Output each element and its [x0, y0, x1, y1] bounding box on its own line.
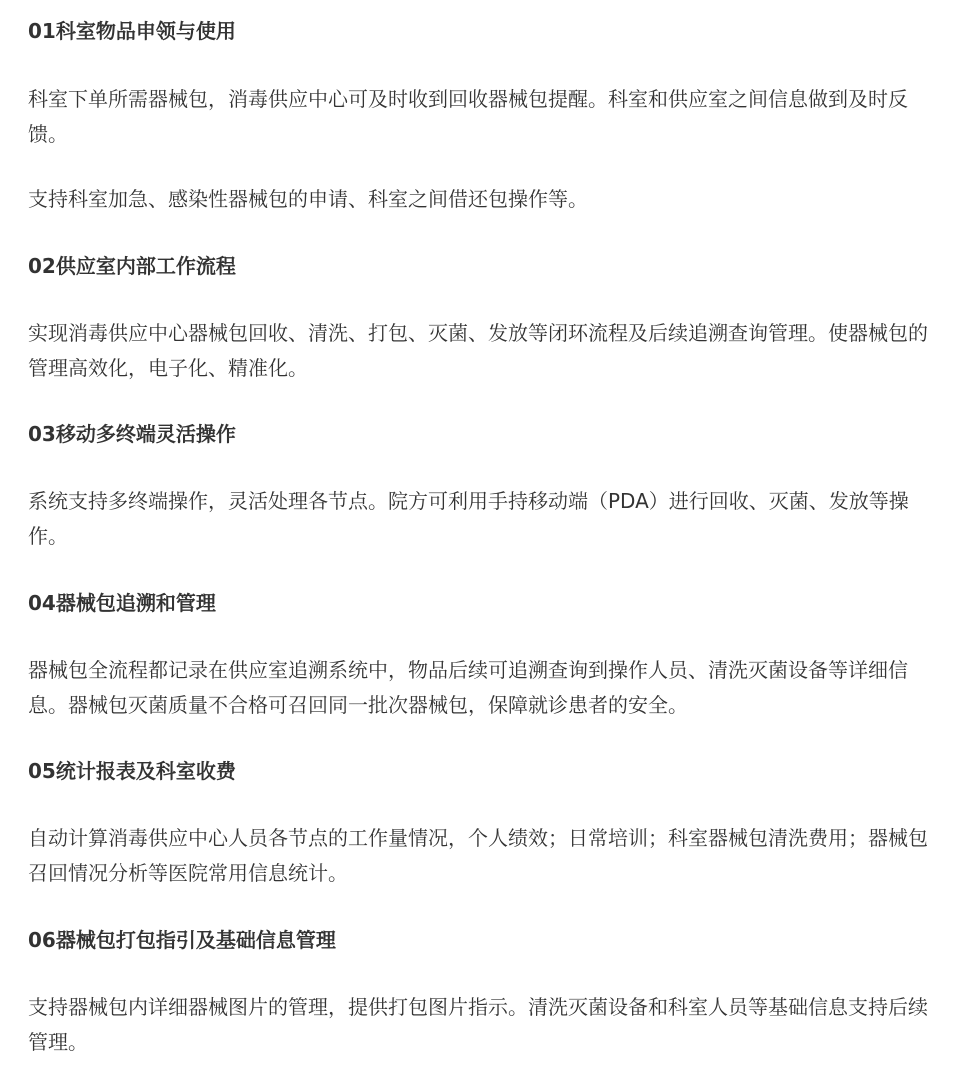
section-05-paragraph-1: 自动计算消毒供应中心人员各节点的工作量情况，个人绩效；日常培训；科室器械包清洗费用；器械包召回情况分析等医院常用信息统计。 — [28, 826, 928, 885]
section-06-paragraph-1: 支持器械包内详细器械图片的管理，提供打包图片指示。清洗灭菌设备和科室人员等基础信息支持后续管理。 — [28, 995, 928, 1054]
section-heading-01: 01科室物品申领与使用 — [28, 19, 236, 43]
section-heading-02: 02供应室内部工作流程 — [28, 254, 236, 278]
section-04-paragraph-1: 器械包全流程都记录在供应室追溯系统中，物品后续可追溯查询到操作人员、清洗灭菌设备等详细信息。器械包灭菌质量不合格可召回同一批次器械包，保障就诊患者的安全。 — [28, 658, 908, 717]
section-02-paragraph-1: 实现消毒供应中心器械包回收、清洗、打包、灭菌、发放等闭环流程及后续追溯查询管理。使器械包的管理高效化，电子化、精准化。 — [28, 321, 928, 380]
section-heading-03: 03移动多终端灵活操作 — [28, 422, 236, 446]
section-heading-04: 04器械包追溯和管理 — [28, 591, 216, 615]
section-heading-06: 06器械包打包指引及基础信息管理 — [28, 928, 336, 952]
section-heading-05: 05统计报表及科室收费 — [28, 759, 236, 783]
section-01-paragraph-1: 科室下单所需器械包，消毒供应中心可及时收到回收器械包提醒。科室和供应室之间信息做到及时反馈。 — [28, 87, 908, 146]
section-01-paragraph-2: 支持科室加急、感染性器械包的申请、科室之间借还包操作等。 — [28, 187, 588, 211]
section-03-paragraph-1: 系统支持多终端操作，灵活处理各节点。院方可利用手持移动端（PDA）进行回收、灭菌、发放等操作。 — [28, 489, 909, 548]
